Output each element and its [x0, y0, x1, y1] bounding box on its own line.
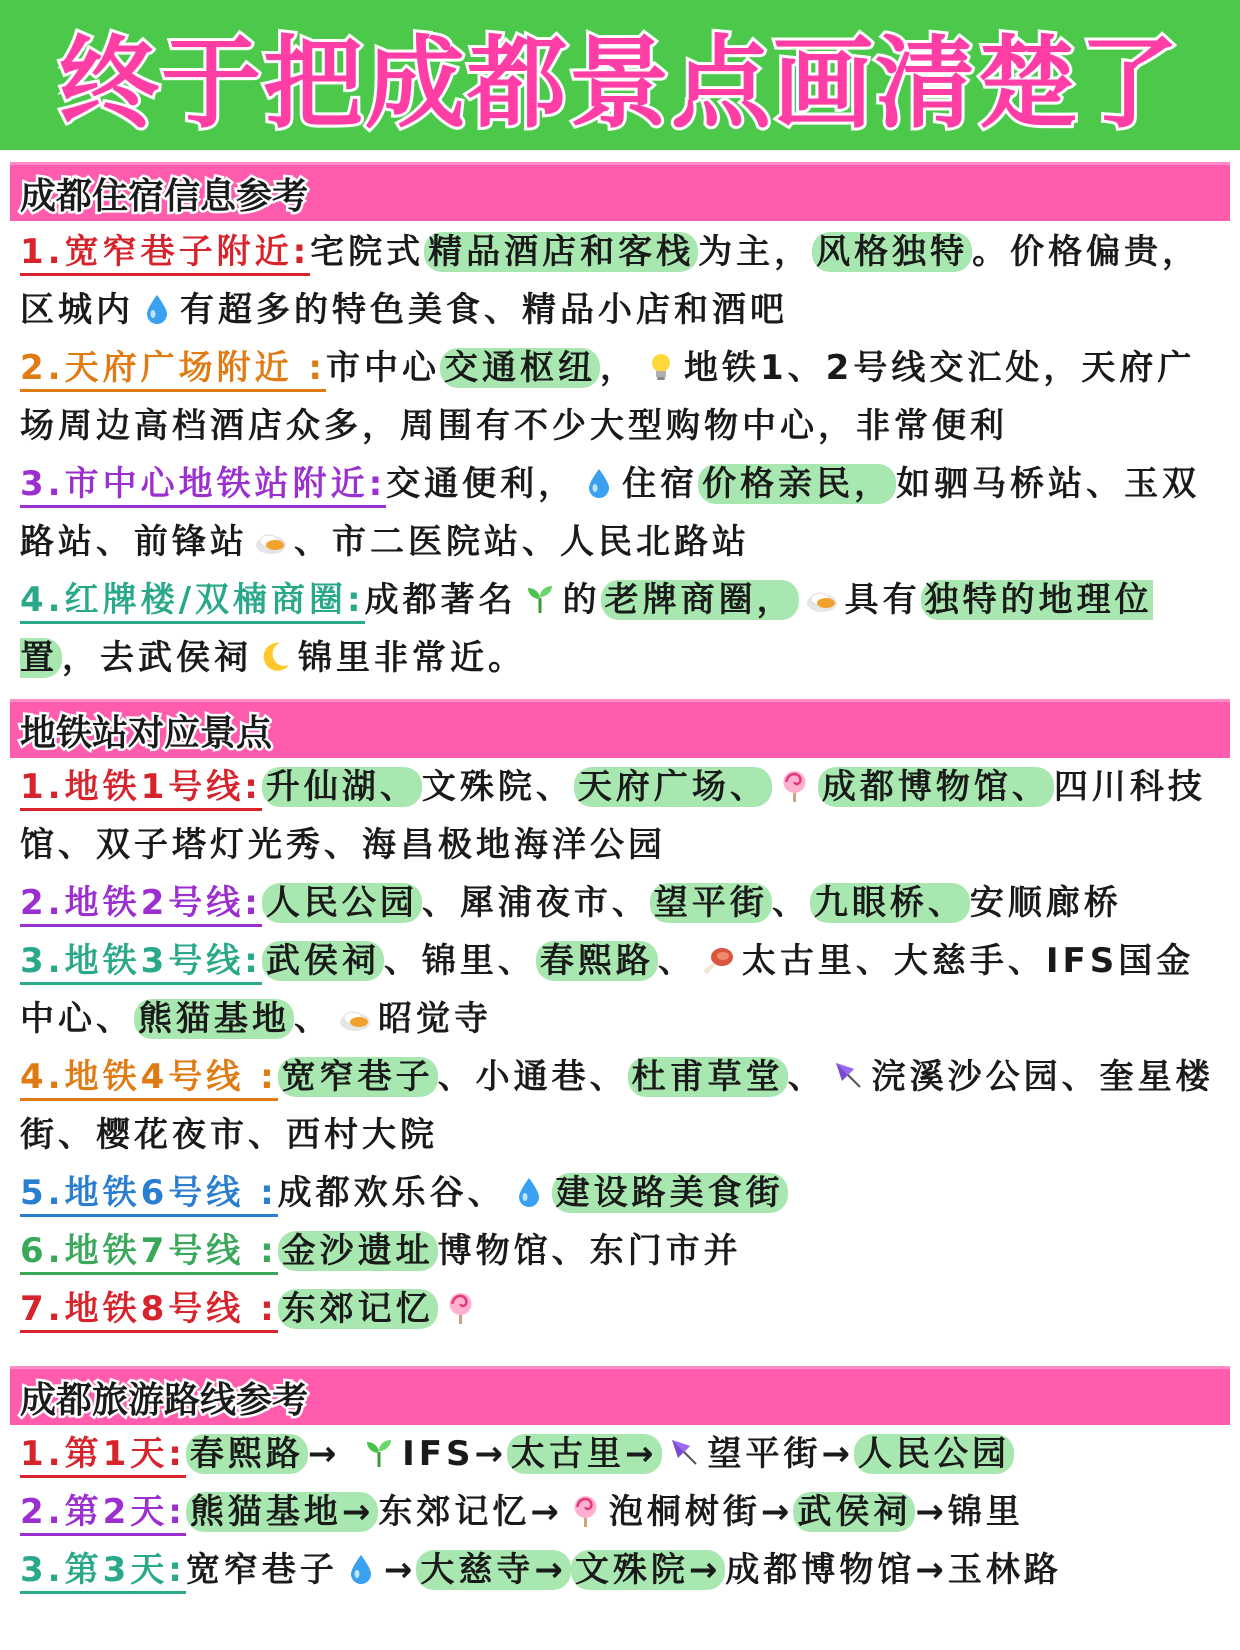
highlighted-text: 武侯祠: [793, 1492, 915, 1532]
list-item: [20, 1425, 1220, 1483]
entry-text: 地铁1、2号线交汇处，天府广场周边高档酒店众多，周围有不少大型购物中心，非常便利: [20, 348, 1196, 446]
highlighted-text: 人民公园: [854, 1434, 1014, 1474]
entry-text: 东郊记忆→: [378, 1492, 563, 1532]
entry-text: 泡桐树街→: [608, 1492, 794, 1532]
list-item: [20, 571, 1220, 687]
entry-text: 望平街→: [707, 1434, 855, 1474]
highlighted-text: 建设路美食街: [552, 1173, 788, 1213]
section-lodging: [0, 162, 1240, 687]
curry-rice-icon: [805, 576, 839, 610]
crescent-moon-icon: [258, 634, 292, 668]
entry-text: 成都欢乐谷、: [277, 1173, 506, 1213]
highlighted-text: 杜甫草堂: [628, 1057, 788, 1097]
lollipop-icon: [444, 1285, 478, 1319]
entry-text: 成都博物馆→玉林路: [725, 1550, 1062, 1590]
entry-text: 浣溪沙公园、奎星楼街、樱花夜市、西村大院: [20, 1057, 1214, 1155]
entry-text: 、小通巷、: [437, 1057, 628, 1097]
entry-text: 成都著名: [364, 580, 517, 620]
list-item: [20, 932, 1220, 1048]
lollipop-icon: [569, 1488, 603, 1522]
droplet-icon: [344, 1546, 378, 1580]
list-item: [20, 1541, 1220, 1599]
highlighted-text: 人民公园: [262, 883, 422, 923]
lollipop-icon: [778, 763, 812, 797]
entry-text: ，去武侯祠: [62, 638, 252, 678]
entry-label: 3.第3天:: [20, 1550, 186, 1594]
highlighted-text: 望平街: [650, 883, 772, 923]
entry-text: 交通便利，: [386, 464, 577, 504]
highlighted-text: 交通枢纽: [440, 348, 600, 388]
entry-text: 如驷马桥站、玉双路站、前锋站: [20, 464, 1201, 562]
list-item: [20, 758, 1220, 874]
highlighted-text: 九眼桥、: [810, 883, 970, 923]
section-heading: 成都旅游路线参考: [20, 1379, 309, 1421]
entry-text: 、: [787, 1057, 826, 1097]
highlighted-text: 春熙路: [186, 1434, 308, 1474]
entry-label: 4.红牌楼/双楠商圈:: [20, 580, 365, 624]
entry-text: 、: [657, 941, 696, 981]
highlighted-text: 武侯祠: [262, 941, 384, 981]
entry-text: 具有: [844, 580, 921, 620]
droplet-icon: [512, 1169, 546, 1203]
seedling-icon: [362, 1430, 396, 1464]
entry-label: 7.地铁8号线 :: [20, 1289, 278, 1333]
list-item: [20, 339, 1220, 455]
entry-text: 、: [771, 883, 810, 923]
section-body: [0, 1425, 1240, 1599]
umbrella-icon: [668, 1430, 702, 1464]
highlighted-text: 文殊院→: [571, 1550, 726, 1590]
list-item: [20, 1280, 1220, 1338]
highlighted-text: 价格亲民，: [698, 464, 896, 504]
highlighted-text: 宽窄巷子: [278, 1057, 438, 1097]
list-item: [20, 223, 1220, 339]
highlighted-text: 金沙遗址: [278, 1231, 438, 1271]
entry-text: 有超多的特色美食、精品小店和酒吧: [180, 290, 788, 330]
seedling-icon: [523, 576, 557, 610]
entry-label: 2.第2天:: [20, 1492, 186, 1536]
highlighted-text: 升仙湖、: [262, 767, 422, 807]
entry-text: →: [307, 1434, 357, 1474]
section-heading-bar: [10, 1366, 1230, 1425]
section-heading: 成都住宿信息参考: [20, 175, 309, 217]
entry-text: 昭觉寺: [378, 999, 492, 1039]
curry-rice-icon: [254, 518, 288, 552]
entry-text: 为主，: [698, 232, 813, 272]
entry-text: →锦里: [915, 1492, 1024, 1532]
highlighted-text: 太古里→: [507, 1434, 662, 1474]
entry-label: 4.地铁4号线 :: [20, 1057, 278, 1101]
entry-label: 1.地铁1号线:: [20, 767, 262, 811]
entry-text: →: [383, 1550, 417, 1590]
entry-text: 住宿: [622, 464, 699, 504]
meat-icon: [702, 937, 736, 971]
highlighted-text: 成都博物馆、: [818, 767, 1054, 807]
entry-text: 。价格偏贵，区城内: [20, 232, 1201, 330]
entry-label: 6.地铁7号线 :: [20, 1231, 278, 1275]
entry-text: 安顺廊桥: [969, 883, 1122, 923]
highlighted-text: 大慈寺→: [416, 1550, 571, 1590]
section-heading-bar: [10, 162, 1230, 221]
list-item: [20, 1483, 1220, 1541]
entry-text: 博物馆、东门市并: [437, 1231, 742, 1271]
highlighted-text: 独特的地理位置: [20, 580, 1153, 678]
entry-text: 、市二医院站、人民北路站: [294, 522, 750, 562]
list-item: [20, 455, 1220, 571]
entry-text: 的: [562, 580, 601, 620]
highlighted-text: 风格独特: [812, 232, 972, 272]
highlighted-text: 老牌商圈，: [601, 580, 799, 620]
list-item: [20, 874, 1220, 932]
entry-text: 、锦里、: [383, 941, 536, 981]
entry-text: ，: [600, 348, 639, 388]
entry-label: 3.市中心地铁站附近:: [20, 464, 386, 508]
section-routes: [0, 1366, 1240, 1599]
entry-text: 宽窄巷子: [185, 1550, 338, 1590]
entry-text: 、: [294, 999, 332, 1039]
entry-label: 3.地铁3号线:: [20, 941, 262, 985]
entry-text: 四川科技馆、双子塔灯光秀、海昌极地海洋公园: [20, 767, 1206, 865]
highlighted-text: 东郊记忆: [278, 1289, 438, 1329]
entry-text: 文殊院、: [421, 767, 574, 807]
highlighted-text: 精品酒店和客栈: [424, 232, 698, 272]
section-heading-bar: [10, 699, 1230, 758]
list-item: [20, 1164, 1220, 1222]
entry-label: 1.第1天:: [20, 1434, 186, 1478]
list-item: [20, 1048, 1220, 1164]
droplet-icon: [140, 286, 174, 320]
entry-text: IFS→: [402, 1434, 508, 1474]
entry-text: 市中心: [326, 348, 441, 388]
entry-label: 5.地铁6号线 :: [20, 1173, 278, 1217]
section-body: [0, 221, 1240, 687]
entry-label: 2.天府广场附近 :: [20, 348, 326, 392]
entry-text: 锦里非常近。: [298, 638, 526, 678]
lightbulb-icon: [644, 344, 678, 378]
list-item: [20, 1222, 1220, 1280]
entry-text: 太古里、大慈手、IFS国金中心、: [20, 941, 1195, 1039]
entry-label: 1.宽窄巷子附近:: [20, 232, 310, 276]
section-metro: [0, 699, 1240, 1338]
entry-text: 宅院式: [310, 232, 425, 272]
entry-text: 、犀浦夜市、: [421, 883, 650, 923]
curry-rice-icon: [338, 995, 372, 1029]
highlighted-text: 天府广场、: [574, 767, 772, 807]
umbrella-icon: [832, 1053, 866, 1087]
page-header: [0, 0, 1240, 150]
entry-label: 2.地铁2号线:: [20, 883, 262, 927]
highlighted-text: 熊猫基地→: [186, 1492, 379, 1532]
section-heading: 地铁站对应景点: [20, 712, 273, 754]
highlighted-text: 熊猫基地: [134, 999, 294, 1039]
droplet-icon: [582, 460, 616, 494]
section-body: [0, 758, 1240, 1338]
highlighted-text: 春熙路: [536, 941, 658, 981]
page-title: 终于把成都景点画清楚了: [59, 25, 1181, 142]
